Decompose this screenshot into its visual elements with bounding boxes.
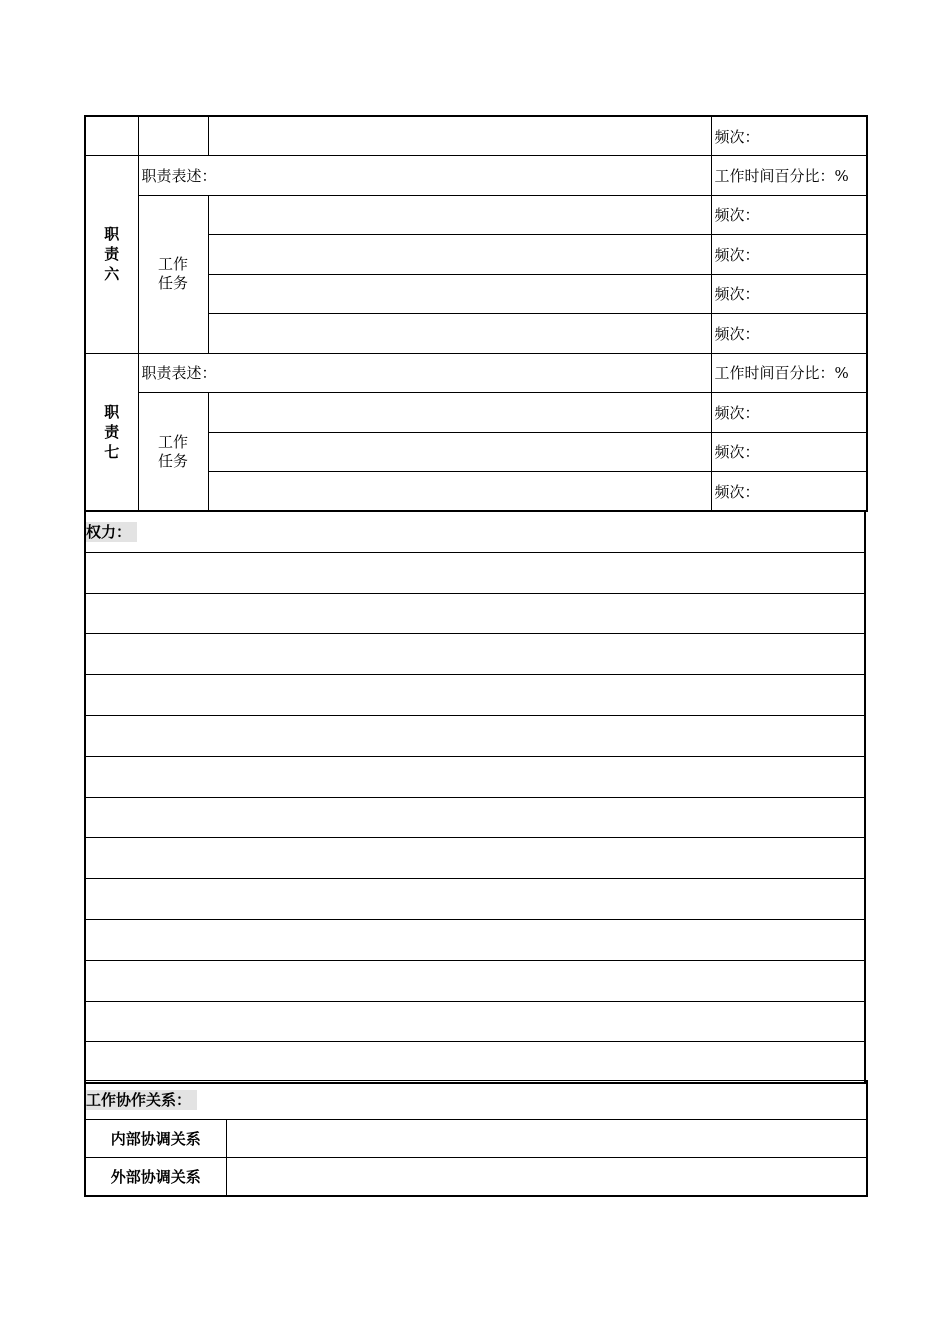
duty-six-task-3-content[interactable] [208, 274, 711, 314]
power-line-4[interactable] [85, 675, 865, 716]
duty-six-tasks-label [138, 195, 208, 353]
power-line [85, 715, 865, 756]
duty-seven-task-2-frequency[interactable]: 频次： [711, 432, 867, 472]
power-line-10[interactable] [85, 919, 865, 960]
duty-six-description-label[interactable]: 职责表述： [138, 156, 711, 196]
carryover-task-row [85, 116, 867, 156]
duty-six-tasks-text: 工作 任务 [157, 255, 188, 292]
power-line [85, 919, 865, 960]
duty-seven-time-percent[interactable]: 工作时间百分比：% [711, 353, 867, 393]
power-line [85, 1042, 865, 1083]
internal-coordination-label: 内部协调关系 [85, 1119, 226, 1158]
external-coordination-row [85, 1158, 867, 1197]
duty-six-title: 职 责 六 [104, 225, 120, 284]
power-line-13[interactable] [85, 1042, 865, 1083]
power-line [85, 552, 865, 593]
power-line-7[interactable] [85, 797, 865, 838]
duty-seven-task-row [85, 393, 867, 433]
power-line-9[interactable] [85, 879, 865, 920]
coordination-title: 工作协作关系： [86, 1090, 197, 1110]
power-line [85, 838, 865, 879]
internal-coordination-content[interactable] [226, 1119, 867, 1158]
duty-seven-title: 职 责 七 [104, 402, 120, 461]
duty-seven-task-3-frequency[interactable]: 频次： [711, 472, 867, 512]
coordination-title-cell [85, 1081, 867, 1120]
duty-six-task-4-content[interactable] [208, 314, 711, 354]
carryover-cell-b [138, 116, 208, 156]
duty-seven-task-2-content[interactable] [208, 432, 711, 472]
external-coordination-label: 外部协调关系 [85, 1158, 226, 1197]
duty-seven-tasks-label [138, 393, 208, 512]
coordination-table [84, 1080, 868, 1197]
power-line-2[interactable] [85, 593, 865, 634]
power-line-3[interactable] [85, 634, 865, 675]
duty-seven-task-1-frequency[interactable]: 频次： [711, 393, 867, 433]
carryover-task-content[interactable] [208, 116, 711, 156]
duty-six-time-percent[interactable]: 工作时间百分比：% [711, 156, 867, 196]
frequency-cell[interactable]: 频次： [711, 116, 867, 156]
power-line-1[interactable] [85, 552, 865, 593]
power-header-row [85, 512, 865, 553]
duty-six-label [85, 156, 138, 354]
coordination-header-row [85, 1081, 867, 1120]
power-line [85, 634, 865, 675]
power-line [85, 797, 865, 838]
duty-six-task-1-frequency[interactable]: 频次： [711, 195, 867, 235]
duty-six-description-row [85, 156, 867, 196]
duty-seven-description-row [85, 353, 867, 393]
power-line [85, 756, 865, 797]
duty-seven-task-1-content[interactable] [208, 393, 711, 433]
duty-six-task-row [85, 195, 867, 235]
duty-seven-label [85, 353, 138, 511]
power-line-8[interactable] [85, 838, 865, 879]
power-line [85, 879, 865, 920]
power-line [85, 675, 865, 716]
power-line-5[interactable] [85, 715, 865, 756]
duties-table [84, 115, 868, 512]
duty-six-task-1-content[interactable] [208, 195, 711, 235]
carryover-cell-a [85, 116, 138, 156]
duty-six-task-2-content[interactable] [208, 235, 711, 275]
power-line-12[interactable] [85, 1001, 865, 1042]
power-table [84, 511, 866, 1084]
external-coordination-content[interactable] [226, 1158, 867, 1197]
duty-six-task-3-frequency[interactable]: 频次： [711, 274, 867, 314]
power-line [85, 960, 865, 1001]
power-line-6[interactable] [85, 756, 865, 797]
power-line-11[interactable] [85, 960, 865, 1001]
power-title: 权力： [86, 522, 137, 542]
duty-seven-tasks-text: 工作 任务 [157, 432, 188, 470]
duty-six-task-2-frequency[interactable]: 频次： [711, 235, 867, 275]
power-title-cell [85, 512, 865, 553]
duty-seven-description-label[interactable]: 职责表述： [138, 353, 711, 393]
duty-six-task-4-frequency[interactable]: 频次： [711, 314, 867, 354]
duty-seven-task-3-content[interactable] [208, 472, 711, 512]
power-line [85, 593, 865, 634]
internal-coordination-row [85, 1119, 867, 1158]
power-line [85, 1001, 865, 1042]
